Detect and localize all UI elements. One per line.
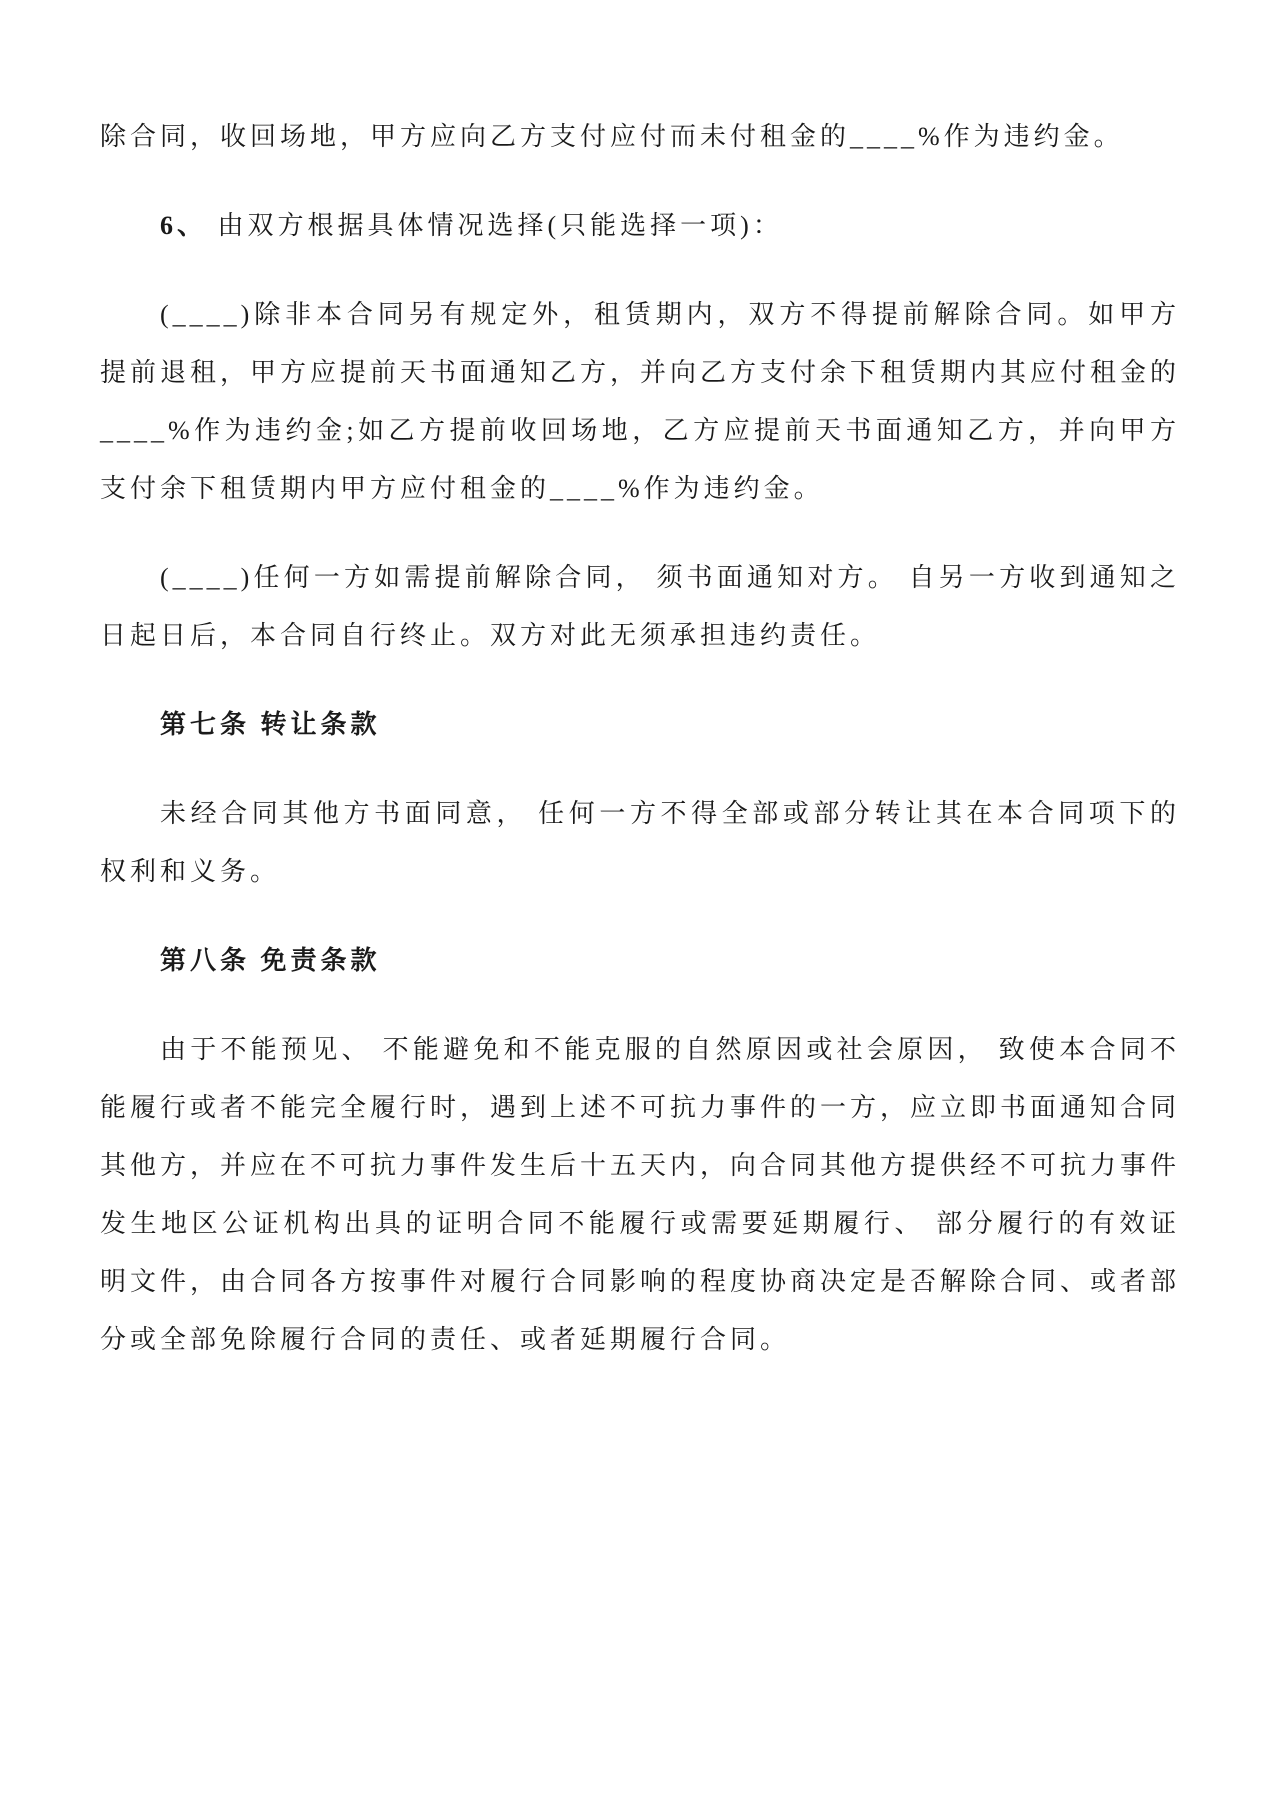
article-7-heading: 第七条 转让条款 <box>160 710 381 739</box>
article-7-body: 未经合同其他方书面同意， 任何一方不得全部或部分转让其在本合同项下的权利和义务。 <box>100 799 1180 886</box>
paragraph-option-2: (____)任何一方如需提前解除合同， 须书面通知对方。 自另一方收到通知之日起日后，本合同自行终止。双方对此无须承担违约责任。 <box>100 563 1180 650</box>
paragraph-termination-penalty: 除合同，收回场地，甲方应向乙方支付应付而未付租金的____%作为违约金。 <box>100 122 1124 151</box>
clause-6-number: 6、 <box>160 211 208 240</box>
clause-6-text: 由双方根据具体情况选择(只能选择一项)： <box>207 211 783 240</box>
paragraph-clause-6-intro <box>100 197 1180 255</box>
article-8-heading: 第八条 免责条款 <box>160 946 381 975</box>
article-8-body: 由于不能预见、 不能避免和不能克服的自然原因或社会原因， 致使本合同不能履行或者不能完全履行时，遇到上述不可抗力事件的一方，应立即书面通知合同其他方，并应在不可抗力事件发生后十五天内，向合同其他方提供经不可抗力事件发生地区公证机构出具的证明合同不能履行或需要延期履行、 部分履行的有效证明文件，由合同各方按事件对履行合同影响的程度协商决定是否解除合同、或者部分或全部免除履行合同的责任、或者延期履行合同。 <box>100 1035 1181 1354</box>
paragraph-option-1: (____)除非本合同另有规定外，租赁期内，双方不得提前解除合同。如甲方提前退租，甲方应提前天书面通知乙方，并向乙方支付余下租赁期内其应付租金的____%作为违约金;如乙方提前收回场地，乙方应提前天书面通知乙方，并向甲方支付余下租赁期内甲方应付租金的____%作为违约金。 <box>100 300 1181 503</box>
